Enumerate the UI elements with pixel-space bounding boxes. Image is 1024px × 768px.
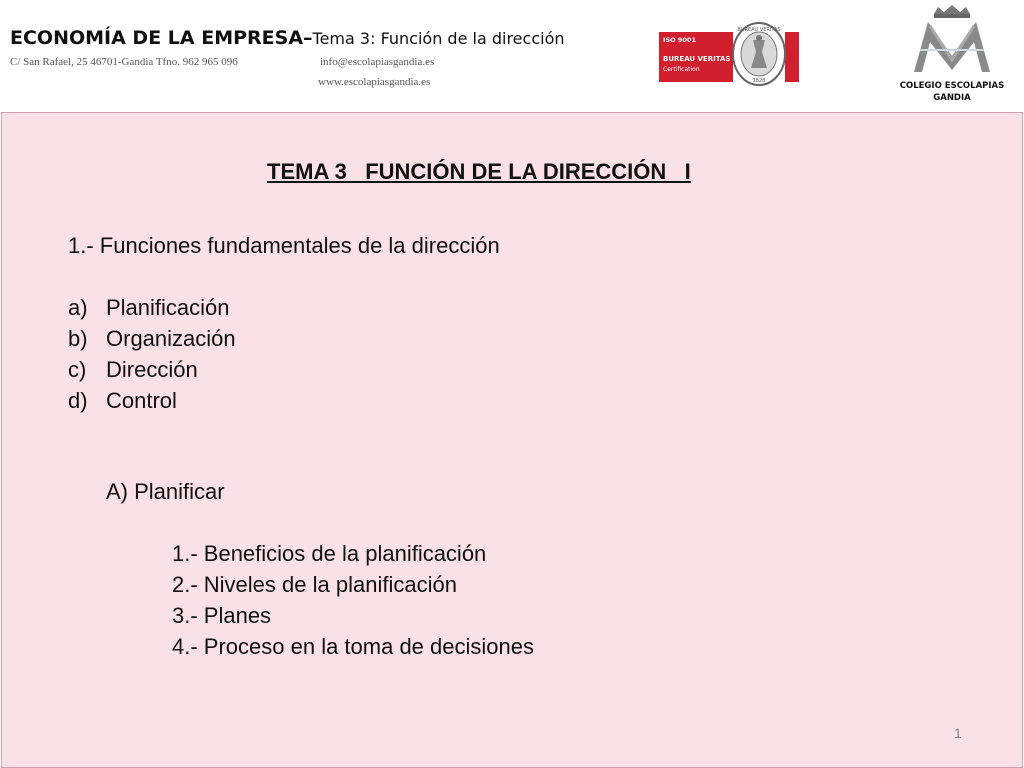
bureau-veritas-logo [659,22,799,86]
seal-year: 1828 [752,78,766,84]
course-title [10,27,565,49]
colegio-escolapias-logo [890,4,1014,108]
school-email: info@escolapiasgandia.es [320,56,435,68]
list-item: 2.- Niveles de la planificación [172,572,457,597]
list-marker: c) [68,357,87,382]
bureau-veritas-badge [659,32,733,82]
crown-monogram-icon [890,4,1014,80]
slide-content [1,112,1023,768]
list-marker: d) [68,388,88,413]
school-address: C/ San Rafael, 25 46701-Gandia Tfno. 962 965 096 [10,56,238,68]
list-item [68,354,236,385]
page-number: 1 [954,725,962,741]
section-heading: 1.- Funciones fundamentales de la dirección [68,233,500,258]
certification-label: Certification [663,66,700,73]
list-item: 3.- Planes [172,603,272,628]
planning-topics-list [172,538,534,662]
list-item: 4.- Proceso en la toma de decisiones [172,634,534,659]
course-title-topic: Tema 3: Función de la dirección [312,29,565,48]
list-item [68,385,236,416]
list-item-label: Organización [106,326,236,351]
iso-label: ISO 9001 [663,36,696,44]
list-marker: b) [68,326,88,351]
list-item [68,292,236,323]
list-item-label: Control [106,388,177,413]
bureau-veritas-stripe [785,32,799,82]
subsection-heading: A) Planificar [106,479,225,504]
colegio-name [890,80,1014,104]
list-item [68,323,236,354]
slide-title: TEMA 3 FUNCIÓN DE LA DIRECCIÓN I [267,159,691,184]
colegio-name-line1: COLEGIO ESCOLAPIAS [899,81,1005,91]
course-title-main: ECONOMÍA DE LA EMPRESA– [10,27,313,49]
functions-list [68,292,236,416]
school-website: www.escolapiasgandia.es [318,76,431,88]
list-item-label: Dirección [106,357,198,382]
list-item-label: Planificación [106,295,230,320]
slide-header [0,0,1024,112]
seal-text: BUREAU VERITAS [737,27,781,33]
bureau-veritas-seal-icon [731,22,787,86]
bureau-veritas-name: BUREAU VERITAS [663,55,731,63]
list-item: 1.- Beneficios de la planificación [172,541,487,566]
colegio-name-line2: GANDIA [933,93,971,103]
list-marker: a) [68,295,88,320]
